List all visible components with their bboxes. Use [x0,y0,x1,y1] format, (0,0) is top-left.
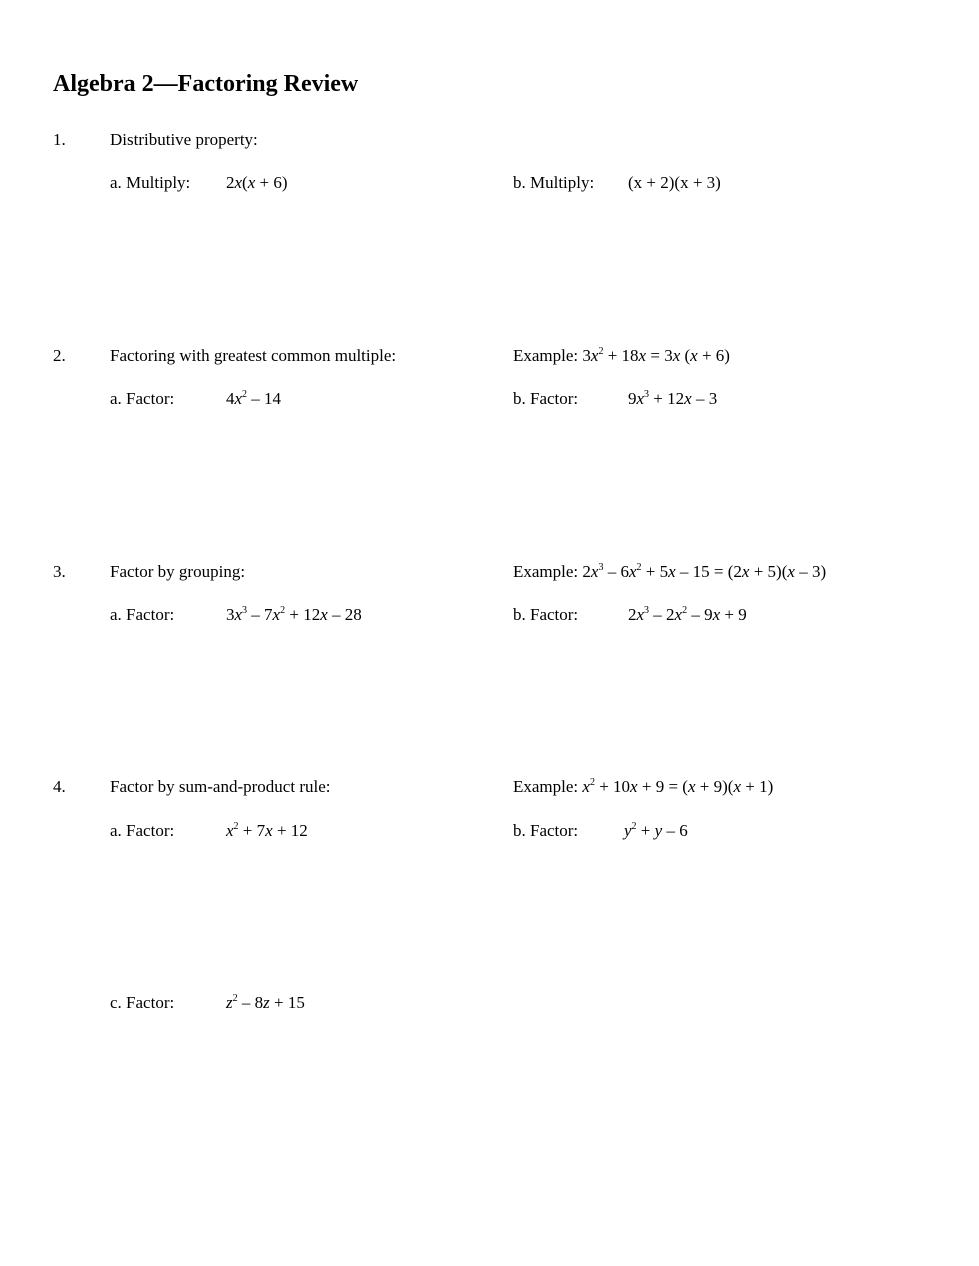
problem-2-heading: Factoring with greatest common multiple: [110,346,397,365]
problem-3b-label: b. Factor: [513,605,579,624]
problem-4-example-expression: $x^2 + 10x + 9 = (x + 9)(x + 1)$ [582,777,774,796]
problem-3a-label: a. Factor: [110,605,175,624]
problem-2-example-prefix: Example: [513,346,583,365]
problem-1a-expression: 2x(x + 6) [226,173,288,192]
problem-4c-label: c. Factor: [110,993,175,1012]
problem-4a-expression: $x^2 + 7x + 12$ [226,821,308,840]
problem-4c [110,994,305,1011]
problem-4a-label: a. Factor: [110,821,175,840]
problem-2-example [513,347,730,364]
problem-4b-label: b. Factor: [513,821,579,840]
problem-1b-label: b. Multiply: [513,173,595,192]
problem-2b-label: b. Factor: [513,389,579,408]
problem-3-heading: Factor by grouping: [110,562,246,581]
problem-3-example [513,563,826,580]
problem-1-number: 1. [53,130,66,149]
problem-1-heading: Distributive property: [110,130,258,149]
problem-3-number: 3. [53,562,66,581]
problem-1b-expression: (x + 2)(x + 3) [628,173,721,192]
problem-4-heading: Factor by sum-and-product rule: [110,777,331,796]
problem-2a-expression: $4x^2 - 14$ [226,389,282,408]
problem-4-number: 4. [53,777,66,796]
problem-4-example [513,778,773,795]
problem-3-example-prefix: Example: [513,562,583,581]
problem-3a [110,606,362,623]
problem-3a-expression: $3x^3 - 7x^2 + 12x - 28$ [226,605,362,624]
problem-1b [513,174,721,191]
problem-3b-expression: $2x^3 - 2x^2 - 9x + 9$ [628,605,747,624]
problem-2-number: 2. [53,346,66,365]
problem-4c-expression: $z^2 - 8z + 15$ [226,993,305,1012]
problem-1a [110,174,288,191]
problem-2b [513,390,717,407]
problem-2-example-expression: $3x^2 + 18x = 3x$ (x + 6) [582,346,730,365]
problem-4b [513,822,688,839]
problem-2b-expression: $9x^3 + 12x - 3$ [628,389,718,408]
problem-1a-label: a. Multiply: [110,173,191,192]
page-title: Algebra 2—Factoring Review [53,71,359,97]
problem-2a-label: a. Factor: [110,389,175,408]
problem-4b-expression: $y^2 + y - 6$ [624,821,688,840]
problem-4-example-prefix: Example: [513,777,583,796]
problem-4a [110,822,308,839]
problem-2a [110,390,281,407]
problem-3b [513,606,747,623]
problem-3-example-expression: $2x^3 - 6x^2 + 5x - 15 = (2x + 5)(x - 3)$ [582,562,827,581]
